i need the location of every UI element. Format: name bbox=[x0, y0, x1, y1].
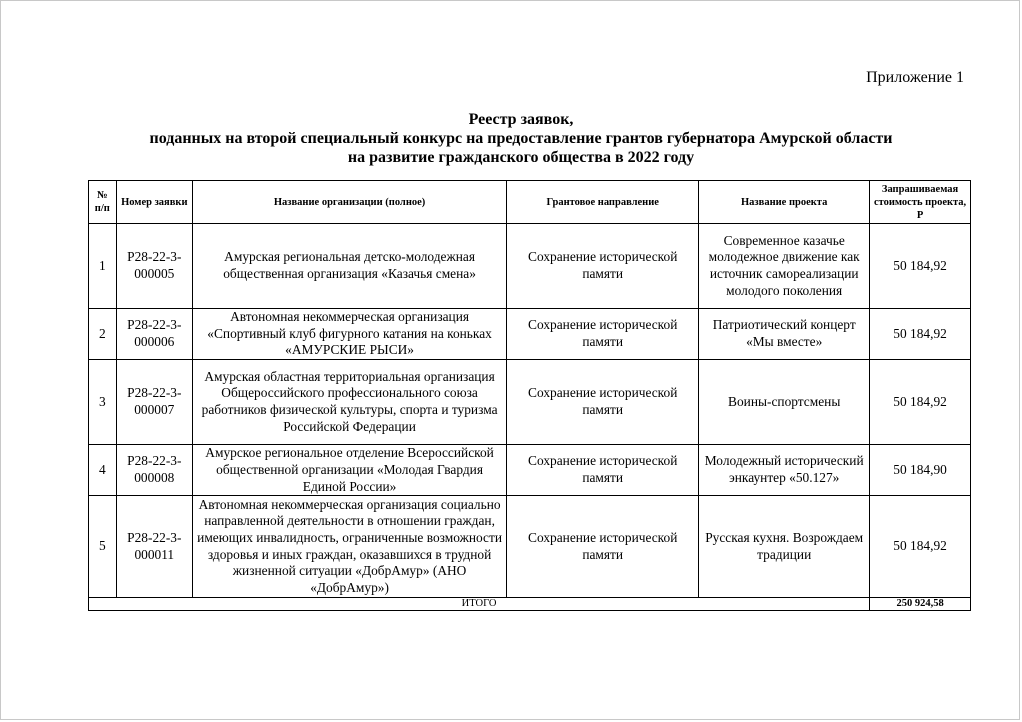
registry-table bbox=[88, 180, 971, 611]
total-value: 250 924,58 bbox=[870, 598, 971, 611]
row-organization: Амурская региональная детско-молодежная общественная организация «Казачья смена» bbox=[193, 224, 507, 309]
row-grant-direction: Сохранение исторической памяти bbox=[507, 496, 699, 598]
row-project-name: Воины-спортсмены bbox=[699, 360, 870, 445]
table-row bbox=[89, 445, 971, 496]
total-row bbox=[89, 598, 971, 611]
row-num: 2 bbox=[89, 309, 117, 360]
header-project-name: Название проекта bbox=[699, 181, 870, 224]
row-application-number: Р28-22-3-000005 bbox=[116, 224, 192, 309]
title-line-1: Реестр заявок, bbox=[468, 111, 574, 128]
row-num: 1 bbox=[89, 224, 117, 309]
row-application-number: Р28-22-3-000007 bbox=[116, 360, 192, 445]
row-cost: 50 184,92 bbox=[870, 309, 971, 360]
row-application-number: Р28-22-3-000006 bbox=[116, 309, 192, 360]
row-application-number: Р28-22-3-000008 bbox=[116, 445, 192, 496]
header-organization: Название организации (полное) bbox=[193, 181, 507, 224]
row-grant-direction: Сохранение исторической памяти bbox=[507, 309, 699, 360]
table-row bbox=[89, 360, 971, 445]
row-organization: Амурская областная территориальная организация Общероссийского профессионального союза работников физической культуры, спорта и туризма Российской Федерации bbox=[193, 360, 507, 445]
row-grant-direction: Сохранение исторической памяти bbox=[507, 445, 699, 496]
title-line-2: поданных на второй специальный конкурс на предоставление грантов губернатора Амурской области bbox=[149, 130, 893, 147]
row-cost: 50 184,92 bbox=[870, 496, 971, 598]
row-cost: 50 184,92 bbox=[870, 224, 971, 309]
row-project-name: Современное казачье молодежное движение как источник самореализации молодого поколения bbox=[699, 224, 870, 309]
table-header-row bbox=[89, 181, 971, 224]
appendix-label: Приложение 1 bbox=[866, 69, 964, 86]
document-title bbox=[60, 110, 982, 167]
total-label: ИТОГО bbox=[89, 598, 870, 611]
row-application-number: Р28-22-3-000011 bbox=[116, 496, 192, 598]
table-row bbox=[89, 309, 971, 360]
row-cost: 50 184,92 bbox=[870, 360, 971, 445]
row-num: 3 bbox=[89, 360, 117, 445]
row-project-name: Русская кухня. Возрождаем традиции bbox=[699, 496, 870, 598]
row-organization: Автономная некоммерческая организация социально направленной деятельности в отношении граждан, имеющих инвалидность, ограниченные возможности здоровья и иных граждан, оказавшихся в трудной жизненной ситуации «ДобрАмур» (АНО «ДобрАмур») bbox=[193, 496, 507, 598]
table-row bbox=[89, 496, 971, 598]
row-num: 5 bbox=[89, 496, 117, 598]
table-row bbox=[89, 224, 971, 309]
row-cost: 50 184,90 bbox=[870, 445, 971, 496]
row-project-name: Молодежный исторический энкаунтер «50.127» bbox=[699, 445, 870, 496]
row-num: 4 bbox=[89, 445, 117, 496]
header-num: № п/п bbox=[89, 181, 117, 224]
row-project-name: Патриотический концерт «Мы вместе» bbox=[699, 309, 870, 360]
row-organization: Автономная некоммерческая организация «Спортивный клуб фигурного катания на коньках «АМУРСКИЕ РЫСИ» bbox=[193, 309, 507, 360]
header-grant-direction: Грантовое направление bbox=[507, 181, 699, 224]
header-cost: Запрашиваемая стоимость проекта, Р bbox=[870, 181, 971, 224]
row-grant-direction: Сохранение исторической памяти bbox=[507, 360, 699, 445]
row-organization: Амурское региональное отделение Всероссийской общественной организации «Молодая Гвардия Единой России» bbox=[193, 445, 507, 496]
title-line-3: на развитие гражданского общества в 2022 году bbox=[347, 149, 695, 166]
header-application-number: Номер заявки bbox=[116, 181, 192, 224]
row-grant-direction: Сохранение исторической памяти bbox=[507, 224, 699, 309]
